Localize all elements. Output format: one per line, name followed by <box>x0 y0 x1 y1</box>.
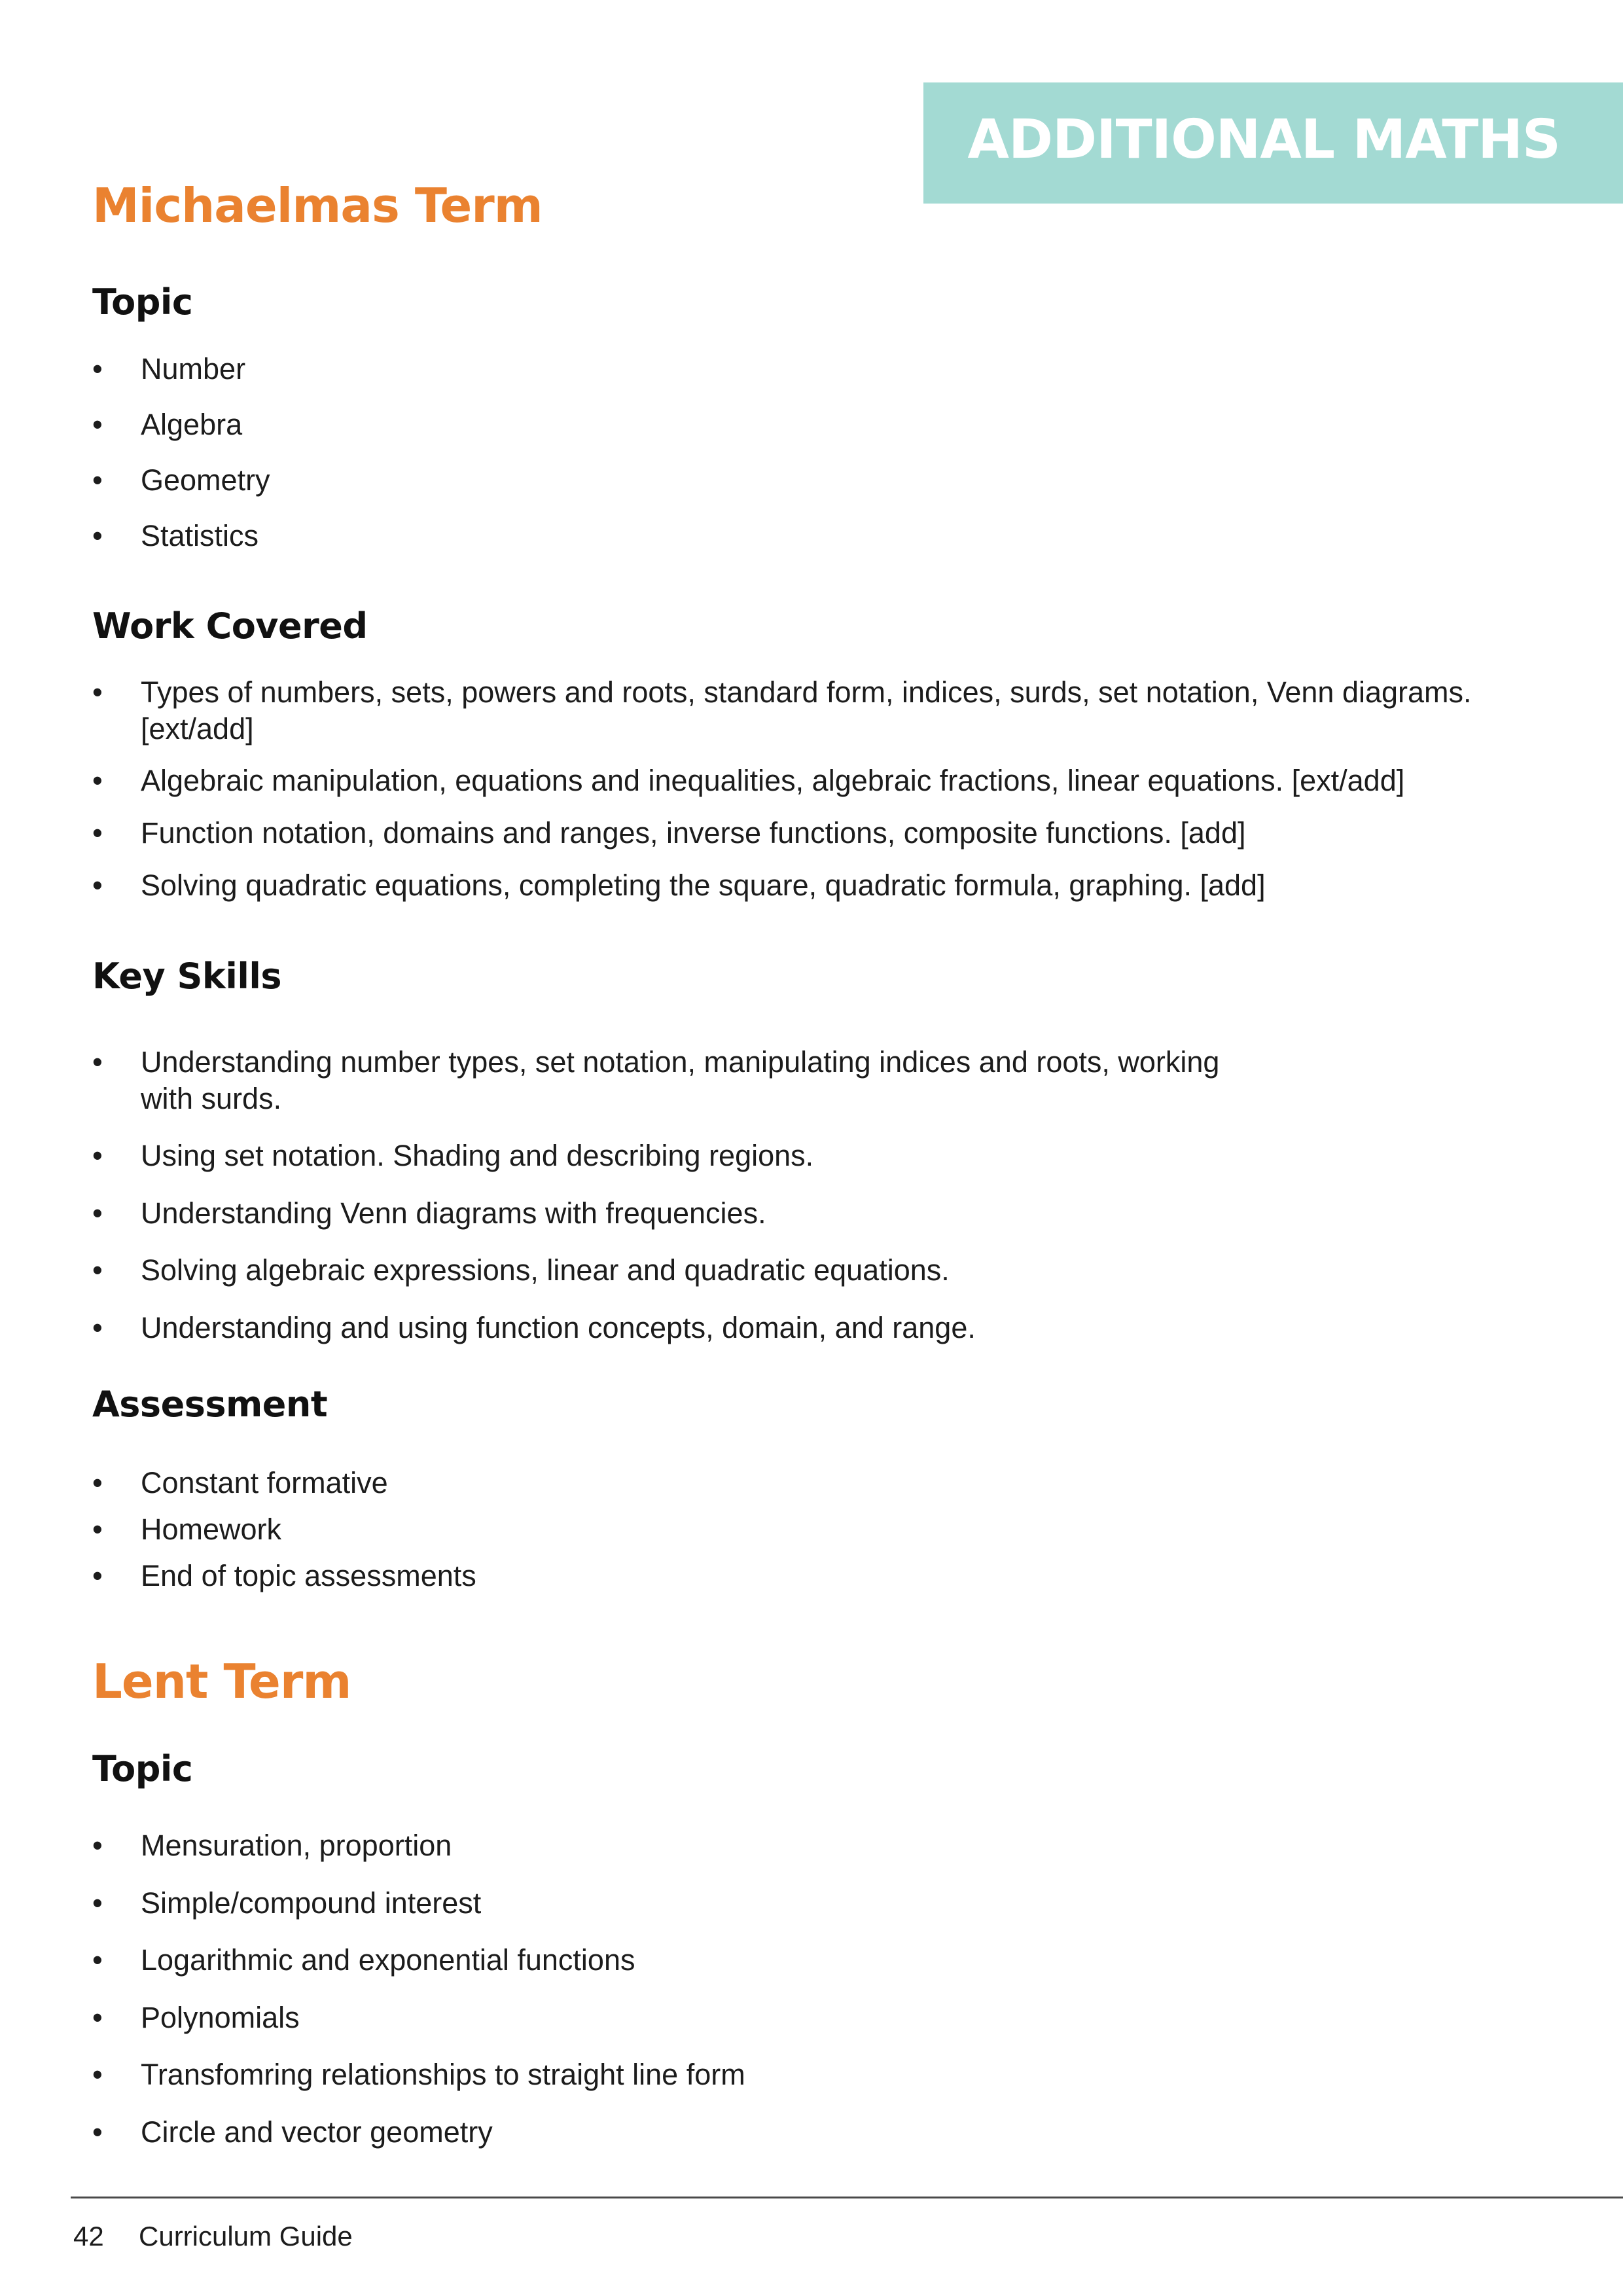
list-item: • Solving quadratic equations, completing the square, quadratic formula, graphing. [add] <box>92 867 1571 904</box>
footer-label: Curriculum Guide <box>139 2221 353 2251</box>
bullet-icon: • <box>92 675 103 709</box>
bullet-icon: • <box>92 1513 103 1546</box>
bullet-icon: • <box>92 764 103 797</box>
bullet-icon: • <box>92 1139 103 1172</box>
bullet-icon: • <box>92 1829 103 1862</box>
bullet-icon: • <box>92 1045 103 1079</box>
list-item: • Using set notation. Shading and describing regions. <box>92 1138 1571 1174</box>
list-item: • Algebraic manipulation, equations and inequalities, algebraic fractions, linear equations. [ext/add] <box>92 762 1571 799</box>
bullet-icon: • <box>92 2058 103 2091</box>
bullet-icon: • <box>92 869 103 902</box>
bullet-icon: • <box>92 816 103 850</box>
bullet-icon: • <box>92 519 103 552</box>
list-item: • Understanding number types, set notation, manipulating indices and roots, working with surds. <box>92 1045 1220 1115</box>
bullet-icon: • <box>92 1943 103 1977</box>
bullet-icon: • <box>92 1253 103 1287</box>
list-item: • Simple/compound interest <box>92 1885 1571 1922</box>
header-banner <box>923 82 1623 204</box>
list-item: • Solving algebraic expressions, linear and quadratic equations. <box>92 1252 1571 1289</box>
list-item: • End of topic assessments <box>92 1558 1571 1594</box>
list-item: • Polynomials <box>92 2000 1571 2036</box>
section-heading-work-covered: Work Covered <box>92 605 368 647</box>
list-item: • Function notation, domains and ranges, inverse functions, composite functions. [add] <box>92 815 1571 852</box>
term-heading-michaelmas: Michaelmas Term <box>92 178 543 233</box>
list-item: • Understanding Venn diagrams with frequencies. <box>92 1195 1571 1232</box>
bullet-icon: • <box>92 1466 103 1499</box>
term-heading-lent: Lent Term <box>92 1654 351 1709</box>
bullet-icon: • <box>92 1886 103 1920</box>
section-heading-topic: Topic <box>92 281 193 323</box>
bullet-icon: • <box>92 2115 103 2149</box>
bullet-icon: • <box>92 1196 103 1230</box>
list-item: • Mensuration, proportion <box>92 1827 1571 1864</box>
list-item: • Homework <box>92 1511 1571 1548</box>
subject-title: ADDITIONAL MATHS <box>967 109 1560 171</box>
section-heading-assessment: Assessment <box>92 1384 328 1425</box>
bullet-icon: • <box>92 463 103 497</box>
bullet-icon: • <box>92 352 103 386</box>
list-item: • Circle and vector geometry <box>92 2114 1571 2151</box>
footer-divider <box>71 2197 1623 2198</box>
bullet-icon: • <box>92 1311 103 1344</box>
page-number: 42 <box>73 2221 104 2251</box>
list-item: • Algebra <box>92 406 1571 443</box>
list-item: • Understanding and using function concepts, domain, and range. <box>92 1310 1571 1346</box>
bullet-icon: • <box>92 2001 103 2034</box>
list-item: • Logarithmic and exponential functions <box>92 1942 1571 1979</box>
list-item: • Statistics <box>92 518 1571 554</box>
list-item: • Number <box>92 351 1571 387</box>
list-item: • Transfomring relationships to straight line form <box>92 2056 1571 2093</box>
list-item: • Geometry <box>92 462 1571 499</box>
list-item: • Constant formative <box>92 1465 1571 1501</box>
bullet-icon: • <box>92 1559 103 1592</box>
bullet-icon: • <box>92 408 103 441</box>
section-heading-topic: Topic <box>92 1748 193 1789</box>
list-item: • Types of numbers, sets, powers and roots, standard form, indices, surds, set notation, Venn diagrams. [ext/add] <box>92 675 1472 745</box>
section-heading-key-skills: Key Skills <box>92 956 281 997</box>
